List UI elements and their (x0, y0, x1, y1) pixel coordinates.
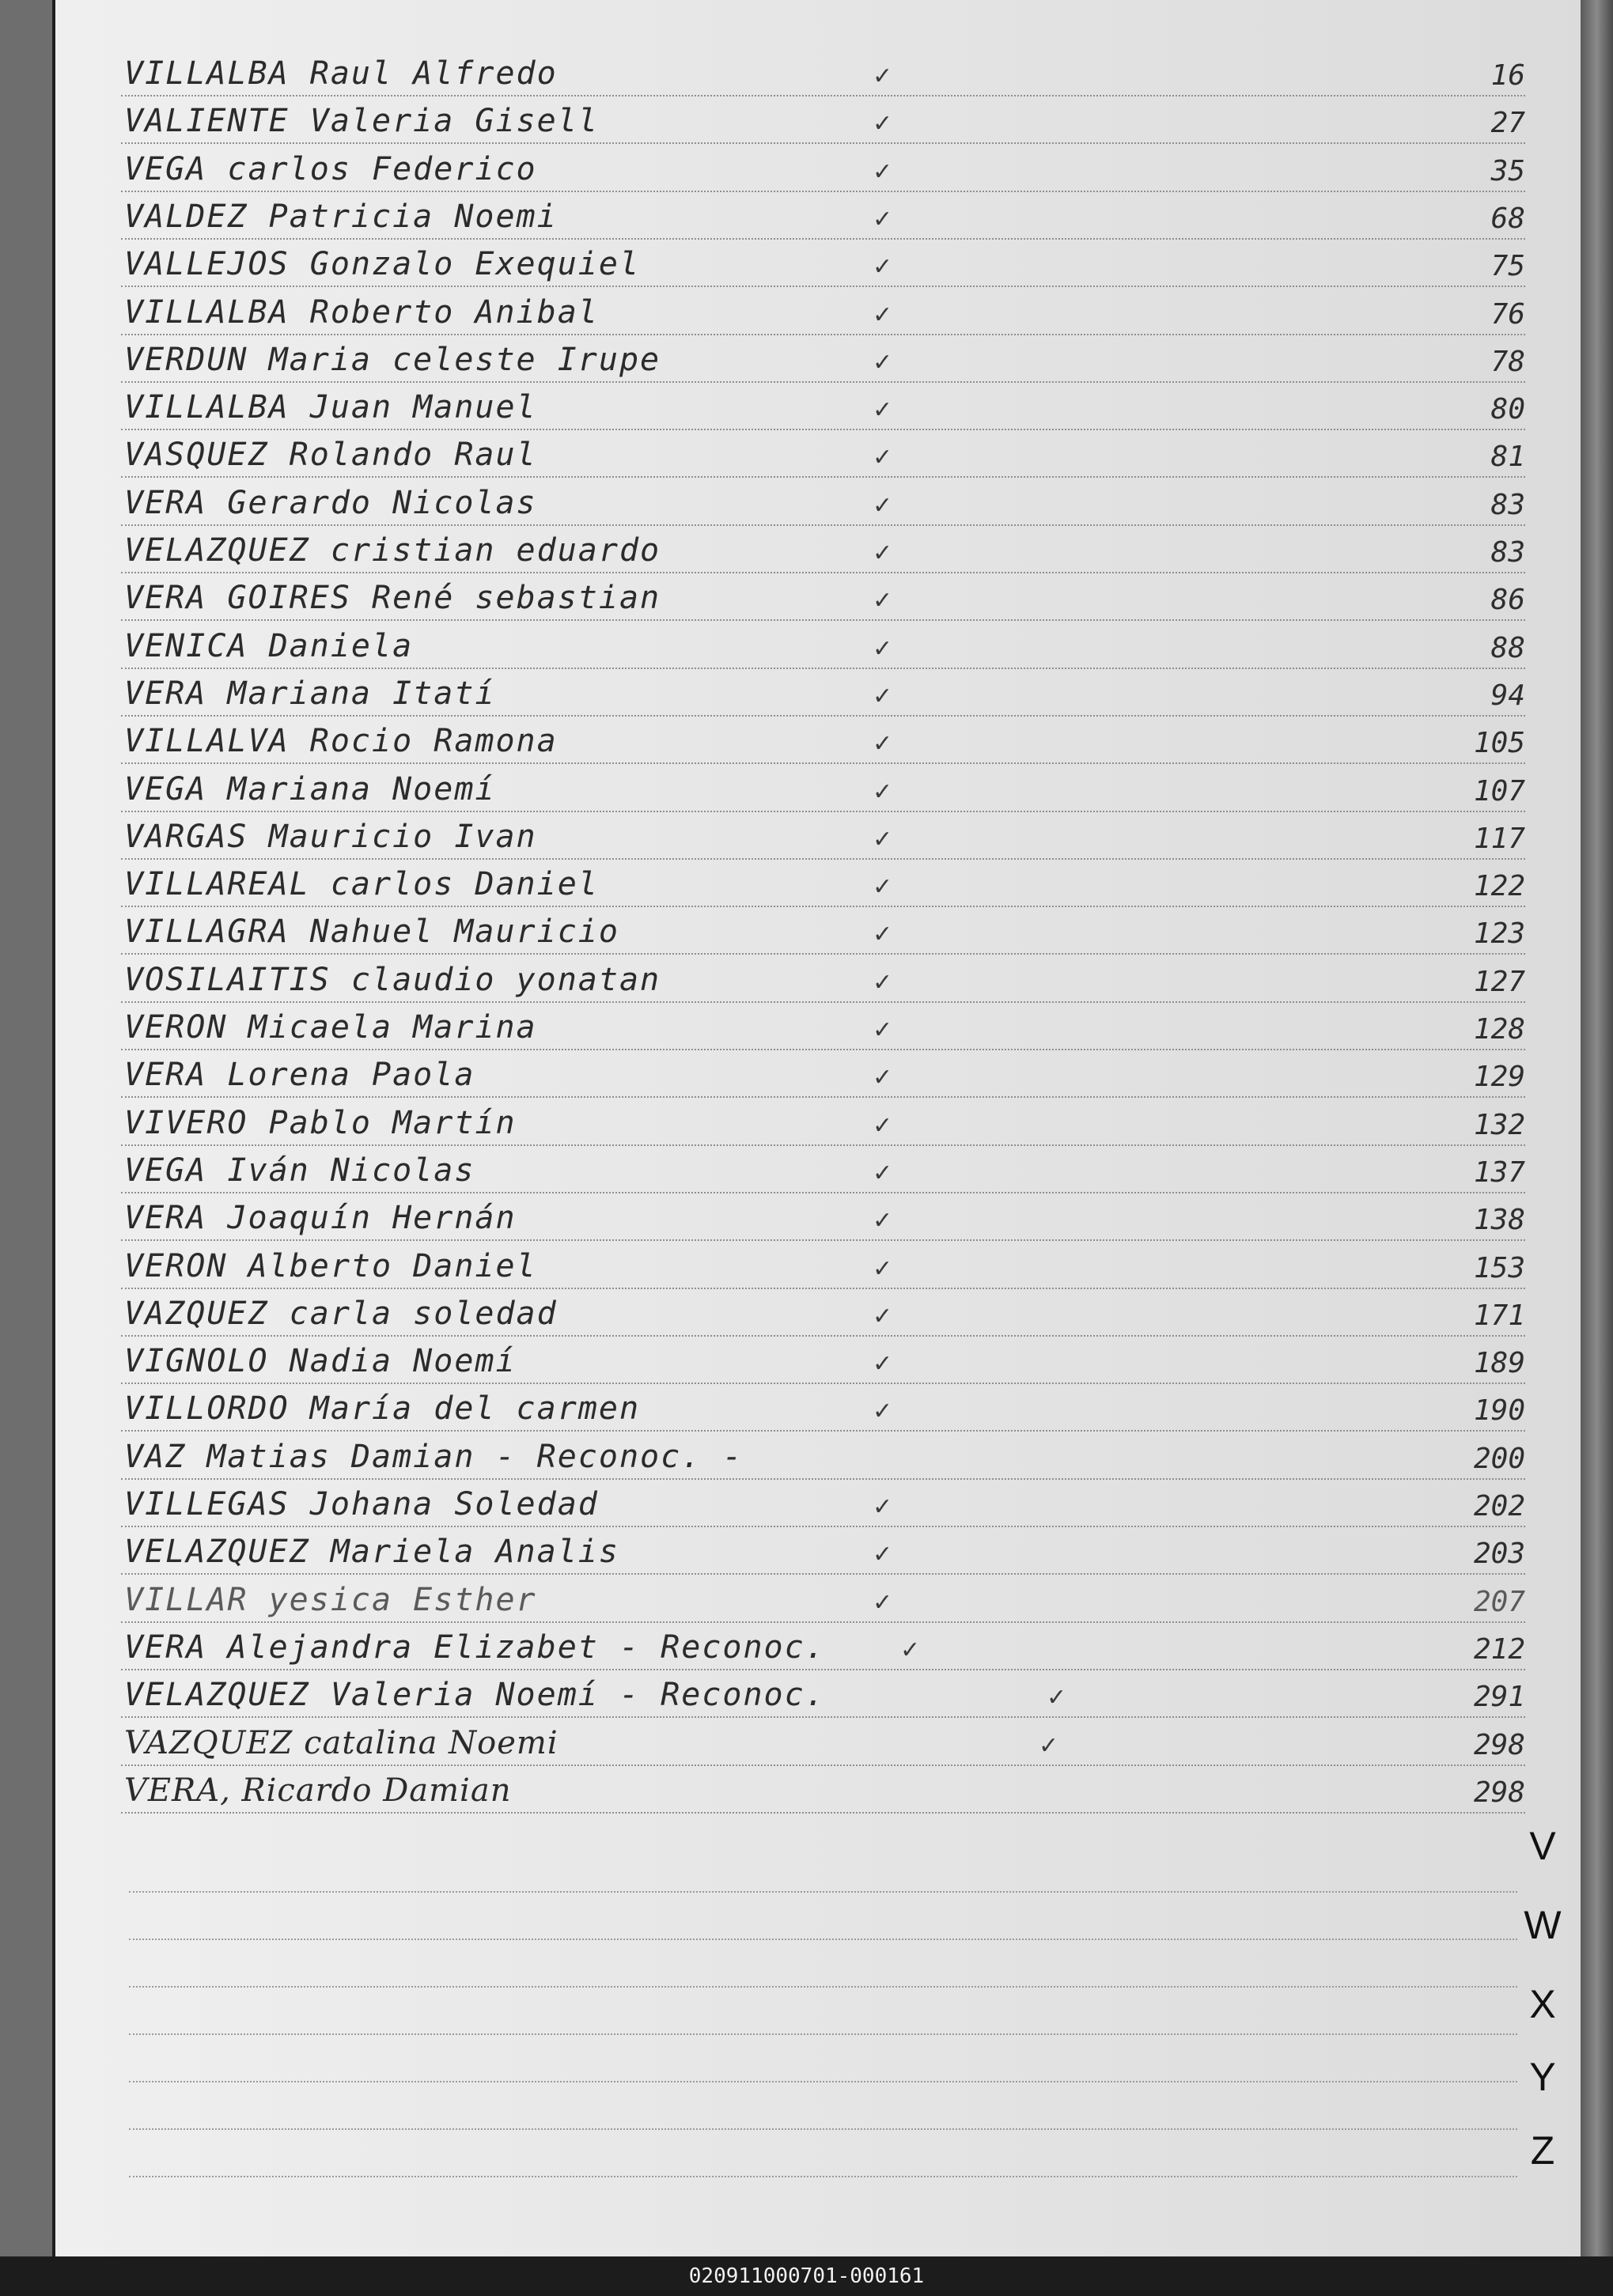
entry-check-mark: ✓ (873, 1398, 893, 1426)
entry-name: VERA, Ricardo Damian (124, 1772, 512, 1809)
entry-row (121, 717, 1525, 764)
entry-name: VAZQUEZ catalina Noemi (124, 1724, 558, 1761)
entry-check-mark: ✓ (873, 1302, 893, 1330)
entry-name: VALLEJOS Gonzalo Exequiel (124, 246, 641, 283)
entry-name: VELAZQUEZ cristian eduardo (124, 532, 661, 569)
entry-check-mark: ✓ (873, 157, 893, 186)
entry-row (121, 860, 1525, 907)
entry-check-mark: ✓ (873, 1064, 893, 1092)
entry-row (121, 1575, 1525, 1623)
entry-row (121, 1432, 1525, 1480)
entry-number: 94 (1490, 679, 1525, 712)
entry-number: 189 (1473, 1347, 1525, 1380)
ruled-line (129, 2176, 1517, 2177)
entry-name: VERA GOIRES René sebastian (124, 580, 661, 617)
entry-row (121, 1050, 1525, 1098)
entry-check-mark: ✓ (873, 1016, 893, 1044)
entry-name: VOSILAITIS claudio yonatan (124, 961, 661, 998)
entry-name: VERA Alejandra Elizabet - Reconoc. (124, 1628, 826, 1666)
entry-row (121, 1099, 1525, 1146)
entry-name: VILLAR yesica Esther (124, 1581, 537, 1618)
entry-row (121, 1384, 1525, 1432)
entry-check-mark: ✓ (1039, 1731, 1059, 1760)
entry-check-mark: ✓ (873, 444, 893, 472)
entry-number: 153 (1473, 1251, 1525, 1284)
index-tab-letter: Y (1529, 2055, 1556, 2099)
entry-name: VEGA carlos Federico (124, 150, 537, 187)
entry-row (121, 1527, 1525, 1575)
entry-name: VELAZQUEZ Mariela Analis (124, 1534, 619, 1571)
entry-check-mark: ✓ (873, 301, 893, 329)
entry-check-mark: ✓ (873, 491, 893, 520)
entry-name: VIVERO Pablo Martín (124, 1104, 517, 1141)
entry-name: VILLAGRA Nahuel Mauricio (124, 913, 619, 951)
entry-check-mark: ✓ (873, 253, 893, 282)
entry-name: VILLALBA Roberto Anibal (124, 293, 599, 331)
entry-check-mark: ✓ (873, 1588, 893, 1617)
entry-number: 80 (1490, 393, 1525, 426)
entry-check-mark: ✓ (873, 825, 893, 853)
entry-row (121, 335, 1525, 383)
entry-name: VERDUN Maria celeste Irupe (124, 341, 661, 378)
entry-row (121, 192, 1525, 240)
entry-check-mark: ✓ (873, 62, 893, 90)
entry-number: 138 (1473, 1204, 1525, 1237)
entry-check-mark: ✓ (873, 777, 893, 806)
scan-id-footer (0, 2256, 1613, 2296)
entry-number: 298 (1473, 1728, 1525, 1761)
entry-check-mark: ✓ (873, 921, 893, 949)
entry-name: VASQUEZ Rolando Raul (124, 437, 537, 474)
entry-row (121, 145, 1525, 192)
entry-number: 128 (1473, 1013, 1525, 1046)
entry-name: VAZQUEZ carla soledad (124, 1295, 558, 1332)
entry-number: 27 (1490, 107, 1525, 140)
entry-row (121, 1480, 1525, 1527)
entry-number: 83 (1490, 488, 1525, 521)
entry-check-mark: ✓ (873, 1254, 893, 1283)
entry-row (121, 1670, 1525, 1718)
entry-check-mark: ✓ (873, 396, 893, 425)
entry-number: 291 (1473, 1681, 1525, 1714)
entry-number: 123 (1473, 917, 1525, 951)
ruled-line (129, 2128, 1517, 2130)
index-tab-letter: V (1529, 1824, 1556, 1868)
entry-number: 76 (1490, 297, 1525, 331)
entry-name: VALIENTE Valeria Gisell (124, 103, 599, 140)
entry-check-mark: ✓ (873, 1541, 893, 1569)
entry-check-mark: ✓ (873, 587, 893, 615)
entry-number: 81 (1490, 441, 1525, 474)
entry-check-mark: ✓ (873, 205, 893, 233)
entry-number: 88 (1490, 631, 1525, 664)
entry-name: VALDEZ Patricia Noemi (124, 198, 558, 235)
entry-name: VILLALBA Juan Manuel (124, 389, 537, 426)
entry-name: VEGA Mariana Noemí (124, 770, 496, 808)
entry-name: VERA Joaquín Hernán (124, 1200, 517, 1237)
entry-row (121, 240, 1525, 287)
entry-check-mark: ✓ (873, 730, 893, 758)
ruled-line (129, 2033, 1517, 2035)
entry-number: 16 (1490, 59, 1525, 92)
entry-number: 212 (1473, 1632, 1525, 1666)
entry-row (121, 1242, 1525, 1289)
entry-number: 117 (1473, 822, 1525, 855)
ledger-sheet (54, 0, 1581, 2256)
entry-name: VARGAS Mauricio Ivan (124, 818, 537, 855)
page-edge-shadow (1581, 0, 1613, 2256)
index-tab-letter: W (1524, 1903, 1562, 1947)
entry-row (121, 812, 1525, 860)
entry-row (121, 907, 1525, 955)
entry-check-mark: ✓ (873, 634, 893, 663)
ruled-line (129, 2081, 1517, 2082)
entry-row (121, 478, 1525, 526)
entry-number: 132 (1473, 1108, 1525, 1141)
entry-number: 129 (1473, 1061, 1525, 1094)
entry-number: 200 (1473, 1442, 1525, 1475)
entry-number: 203 (1473, 1538, 1525, 1571)
entry-check-mark: ✓ (873, 682, 893, 710)
entry-row (121, 430, 1525, 478)
entry-row (121, 1719, 1525, 1766)
entry-row (121, 1766, 1525, 1814)
scan-id-code: 020911000701-000161 (688, 2264, 925, 2288)
entry-number: 86 (1490, 584, 1525, 617)
entry-row (121, 1003, 1525, 1050)
entry-number: 127 (1473, 965, 1525, 998)
entry-name: VILLORDO María del carmen (124, 1390, 641, 1428)
entry-number: 190 (1473, 1394, 1525, 1428)
entry-name: VELAZQUEZ Valeria Noemí - Reconoc. (124, 1677, 826, 1714)
entry-row (121, 765, 1525, 812)
entry-row (121, 96, 1525, 144)
entry-row (121, 526, 1525, 573)
entry-name: VILLALVA Rocio Ramona (124, 723, 558, 760)
entry-name: VILLALBA Raul Alfredo (124, 55, 558, 92)
entry-row (121, 288, 1525, 335)
index-tab-letter: Z (1530, 2128, 1555, 2173)
ruled-line (129, 1891, 1517, 1893)
entry-check-mark: ✓ (873, 539, 893, 567)
entry-row (121, 573, 1525, 621)
entry-number: 207 (1473, 1585, 1525, 1618)
entry-check-mark: ✓ (900, 1636, 921, 1664)
entry-number: 78 (1490, 345, 1525, 378)
entry-name: VERON Alberto Daniel (124, 1247, 537, 1284)
entry-number: 68 (1490, 202, 1525, 235)
entry-check-mark: ✓ (873, 1207, 893, 1235)
entry-row (121, 1337, 1525, 1384)
entry-name: VERON Micaela Marina (124, 1009, 537, 1046)
entry-name: VERA Gerardo Nicolas (124, 484, 537, 521)
ruled-line (129, 1939, 1517, 1940)
entry-check-mark: ✓ (873, 1159, 893, 1187)
entry-number: 202 (1473, 1490, 1525, 1522)
entry-row (121, 669, 1525, 717)
entry-row (121, 1146, 1525, 1193)
entry-check-mark: ✓ (873, 1350, 893, 1379)
entry-name: VEGA Iván Nicolas (124, 1152, 475, 1189)
entry-number: 122 (1473, 870, 1525, 903)
entry-name: VIGNOLO Nadia Noemí (124, 1343, 517, 1380)
entry-number: 171 (1473, 1299, 1525, 1332)
entry-number: 35 (1490, 154, 1525, 187)
entry-name: VILLAREAL carlos Daniel (124, 866, 599, 903)
entry-check-mark: ✓ (873, 873, 893, 902)
entry-name: VAZ Matias Damian - Reconoc. - (124, 1438, 744, 1475)
entry-number: 298 (1473, 1776, 1525, 1809)
entry-check-mark: ✓ (1047, 1684, 1067, 1712)
entry-name: VILLEGAS Johana Soledad (124, 1486, 599, 1522)
entry-number: 105 (1473, 727, 1525, 760)
entry-check-mark: ✓ (873, 1493, 893, 1521)
entry-number: 75 (1490, 250, 1525, 283)
entry-row (121, 622, 1525, 669)
entry-number: 107 (1473, 774, 1525, 808)
entry-name: VERA Mariana Itatí (124, 675, 496, 712)
entry-row (121, 1289, 1525, 1337)
entry-name: VERA Lorena Paola (124, 1057, 475, 1094)
entry-row (121, 1623, 1525, 1670)
entry-check-mark: ✓ (873, 968, 893, 997)
entry-number: 137 (1473, 1156, 1525, 1189)
entry-check-mark: ✓ (873, 1111, 893, 1140)
entry-name: VENICA Daniela (124, 627, 414, 664)
entry-row (121, 49, 1525, 96)
entry-row (121, 955, 1525, 1003)
entry-number: 83 (1490, 536, 1525, 569)
index-tab-letter: X (1529, 1982, 1556, 2026)
entry-row (121, 1193, 1525, 1241)
entry-check-mark: ✓ (873, 110, 893, 138)
ruled-line (129, 1986, 1517, 1988)
entry-check-mark: ✓ (873, 348, 893, 376)
entry-row (121, 383, 1525, 430)
page-spine-line (52, 0, 55, 2256)
